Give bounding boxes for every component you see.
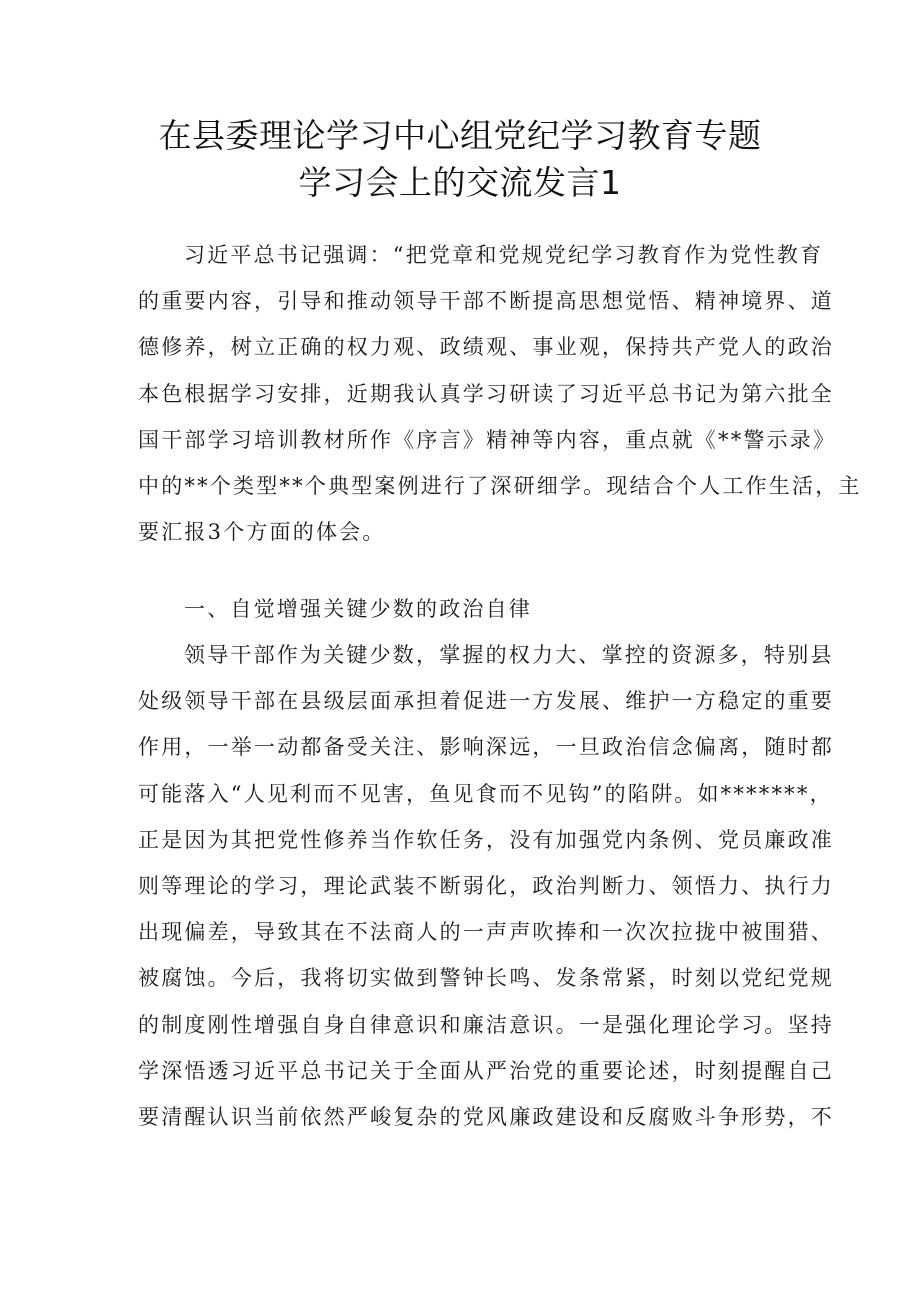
paragraph-line: 本色根据学习安排，近期我认真学习研读了习近平总书记为第六批全 bbox=[138, 381, 834, 406]
paragraph-line: 学深悟透习近平总书记关于全面从严治党的重要论述，时刻提醒自己 bbox=[138, 1058, 834, 1083]
paragraph-line: 的重要内容，引导和推动领导干部不断提高思想觉悟、精神境界、道 bbox=[138, 289, 834, 314]
document-title-line-1: 在县委理论学习中心组党纪学习教育专题 bbox=[158, 116, 762, 155]
section-1-paragraph bbox=[138, 632, 834, 1140]
paragraph-line: 要清醒认识当前依然严峻复杂的党风廉政建设和反腐败斗争形势，不 bbox=[138, 1104, 834, 1129]
paragraph-line: 领导干部作为关键少数，掌握的权力大、掌控的资源多，特别县 bbox=[184, 643, 834, 667]
paragraph-line: 中的**个类型**个典型案例进行了深研细学。现结合个人工作生活，主 bbox=[138, 473, 862, 498]
section-heading bbox=[138, 586, 786, 632]
intro-paragraph bbox=[138, 232, 862, 555]
section-heading-text: 一、自觉增强关键少数的政治自律 bbox=[184, 597, 532, 621]
paragraph-line: 要汇报3个方面的体会。 bbox=[138, 520, 386, 545]
paragraph-line: 国干部学习培训教材所作《序言》精神等内容，重点就《**警示录》 bbox=[138, 427, 837, 452]
paragraph-line: 作用，一举一动都备受关注、影响深远，一旦政治信念偏离，随时都 bbox=[138, 735, 834, 760]
paragraph-line: 处级领导干部在县级层面承担着促进一方发展、维护一方稳定的重要 bbox=[138, 689, 834, 714]
paragraph-line: 出现偏差，导致其在不法商人的一声声吹捧和一次次拉拢中被围猎、 bbox=[138, 920, 834, 945]
paragraph-line: 可能落入“人见利而不见害，鱼见食而不见钩”的陷阱。如*******， bbox=[138, 781, 833, 806]
paragraph-line: 的制度刚性增强自身自律意识和廉洁意识。一是强化理论学习。坚持 bbox=[138, 1012, 834, 1037]
document-title-line-2: 学习会上的交流发言1 bbox=[298, 163, 622, 202]
paragraph-line: 正是因为其把党性修养当作软任务，没有加强党内条例、党员廉政准 bbox=[138, 827, 834, 852]
paragraph-line: 德修养，树立正确的权力观、政绩观、事业观，保持共产党人的政治 bbox=[138, 335, 834, 360]
paragraph-line: 被腐蚀。今后，我将切实做到警钟长鸣、发条常紧，时刻以党纪党规 bbox=[138, 966, 834, 991]
paragraph-line: 则等理论的学习，理论武装不断弱化，政治判断力、领悟力、执行力 bbox=[138, 873, 834, 898]
paragraph-line: 习近平总书记强调：“把党章和党规党纪学习教育作为党性教育 bbox=[184, 243, 824, 267]
